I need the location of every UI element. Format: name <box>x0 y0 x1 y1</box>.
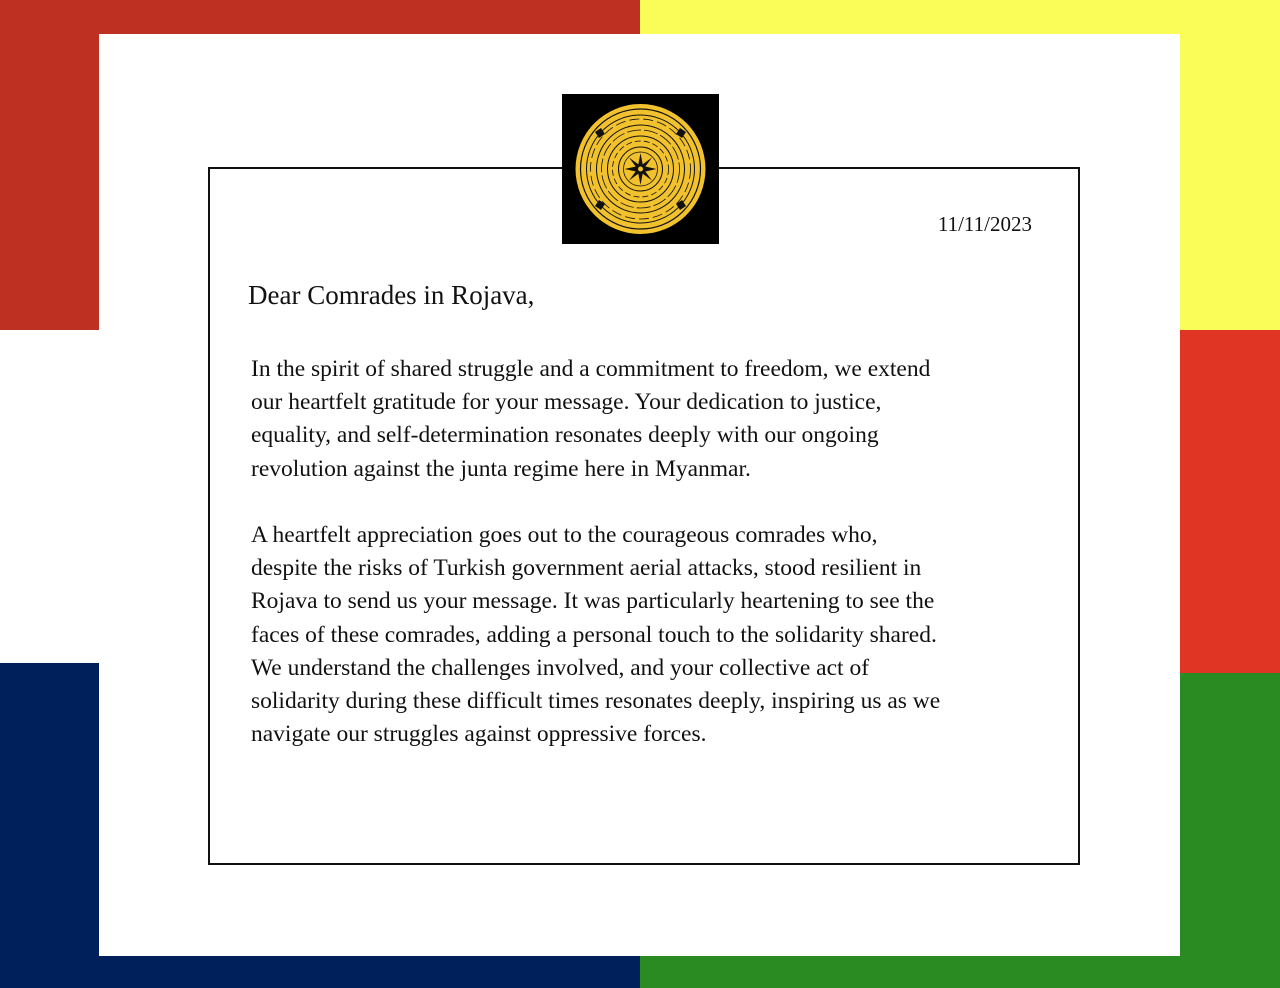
paragraph-line: our heartfelt gratitude for your message. Your dedication to justice, <box>251 389 882 416</box>
letter-paragraph-1 <box>251 353 1051 486</box>
paragraph-line: revolution against the junta regime here in Myanmar. <box>251 455 751 482</box>
golden-circular-seal-icon <box>562 94 719 244</box>
paragraph-line: A heartfelt appreciation goes out to the courageous comrades who, <box>251 522 878 548</box>
paragraph-line: We understand the challenges involved, and your collective act of <box>251 654 870 681</box>
paragraph-line: navigate our struggles against oppressive forces. <box>251 721 707 748</box>
letter-frame <box>208 167 1080 865</box>
letter-greeting: Dear Comrades in Rojava, <box>248 280 535 310</box>
paragraph-line: faces of these comrades, adding a personal touch to the solidarity shared. <box>251 621 937 648</box>
paragraph-line: equality, and self-determination resonates deeply with our ongoing <box>251 422 879 449</box>
letter-paragraph-2 <box>251 519 1051 751</box>
paragraph-line: In the spirit of shared struggle and a commitment to freedom, we extend <box>251 356 931 382</box>
letter-date: 11/11/2023 <box>937 212 1032 236</box>
seal-emblem <box>562 94 719 244</box>
paragraph-line: despite the risks of Turkish government aerial attacks, stood resilient in <box>251 555 922 582</box>
paragraph-line: solidarity during these difficult times resonates deeply, inspiring us as we <box>251 688 941 715</box>
paragraph-line: Rojava to send us your message. It was particularly heartening to see the <box>251 588 935 615</box>
